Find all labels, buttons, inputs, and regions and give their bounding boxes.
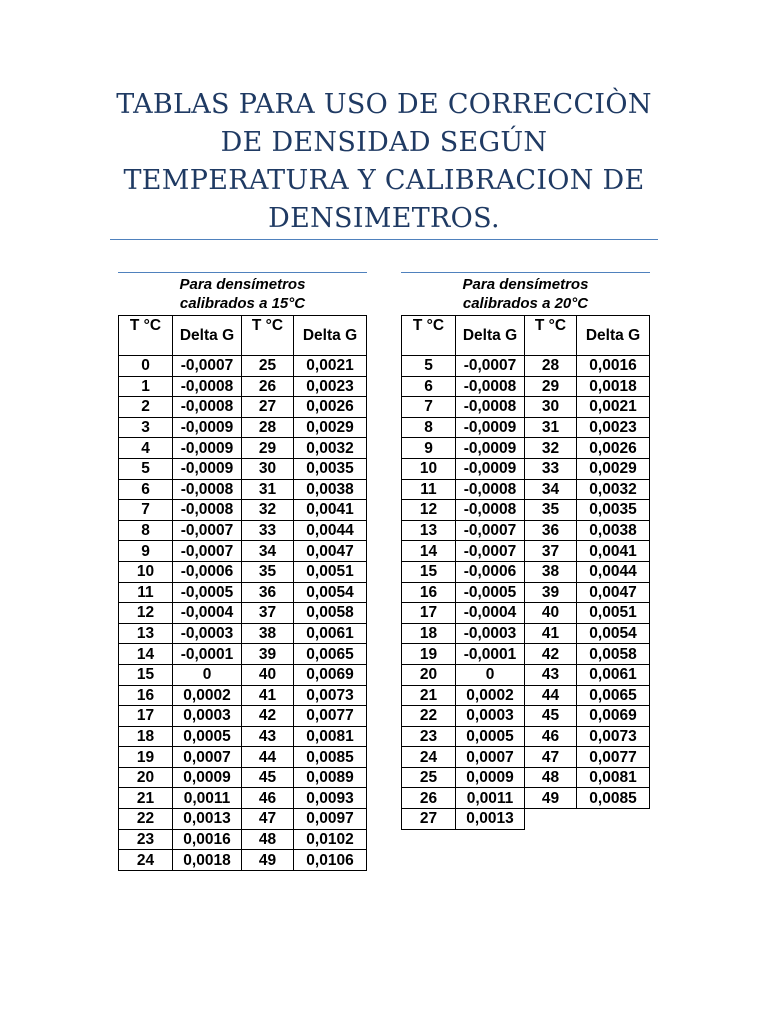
cell-delta-2: 0,0029 [294, 417, 367, 438]
cell-temp-2: 30 [525, 397, 577, 418]
cell-temp-1: 3 [119, 417, 173, 438]
cell-temp-2: 47 [242, 809, 294, 830]
cell-delta-2: 0,0073 [294, 685, 367, 706]
cell-delta-1: -0,0004 [456, 603, 525, 624]
cell-temp-1: 24 [402, 747, 456, 768]
cell-delta-1: -0,0009 [456, 438, 525, 459]
cell-temp-1: 9 [402, 438, 456, 459]
cell-delta-2: 0,0058 [294, 603, 367, 624]
cell-temp-1: 7 [119, 500, 173, 521]
cell-delta-1: 0,0003 [456, 706, 525, 727]
cell-temp-1: 16 [402, 582, 456, 603]
cell-delta-1: -0,0009 [173, 458, 242, 479]
cell-temp-2: 35 [242, 561, 294, 582]
cell-temp-1: 14 [119, 644, 173, 665]
caption-line-2: calibrados a 20°C [462, 295, 589, 312]
cell-temp-2: 29 [242, 438, 294, 459]
caption-line-1: Para densímetros [462, 276, 589, 293]
cell-temp-1: 25 [402, 767, 456, 788]
cell-temp-2: 27 [242, 397, 294, 418]
cell-temp-2: 34 [242, 541, 294, 562]
cell-temp-1: 11 [119, 582, 173, 603]
cell-temp-2: 33 [242, 520, 294, 541]
cell-delta-2: 0,0044 [294, 520, 367, 541]
header-temp-1: T °C [119, 316, 173, 356]
cell-temp-1: 5 [402, 356, 456, 377]
cell-temp-1: 18 [402, 623, 456, 644]
table-header-row [402, 316, 650, 356]
cell-delta-1: 0,0002 [173, 685, 242, 706]
table-row [402, 520, 650, 541]
table-row [402, 356, 650, 377]
cell-temp-1: 10 [119, 561, 173, 582]
table-row [402, 541, 650, 562]
cell-delta-2: 0,0041 [294, 500, 367, 521]
cell-delta-1: -0,0007 [456, 356, 525, 377]
cell-delta-1: -0,0001 [173, 644, 242, 665]
table-row [119, 603, 367, 624]
cell-temp-2: 49 [525, 788, 577, 809]
cell-delta-1: -0,0009 [456, 458, 525, 479]
cell-delta-2: 0,0047 [577, 582, 650, 603]
cell-temp-1: 21 [402, 685, 456, 706]
table-row [402, 376, 650, 397]
cell-delta-2: 0,0077 [577, 747, 650, 768]
table-row [402, 397, 650, 418]
cell-temp-1: 6 [402, 376, 456, 397]
header-delta-1: Delta G [456, 316, 525, 356]
cell-delta-2: 0,0032 [294, 438, 367, 459]
table-row [119, 397, 367, 418]
cell-delta-1: 0,0005 [173, 726, 242, 747]
header-temp-2: T °C [525, 316, 577, 356]
table-row [119, 541, 367, 562]
cell-delta-2: 0,0089 [294, 767, 367, 788]
table-row [119, 376, 367, 397]
cell-temp-1: 19 [402, 644, 456, 665]
table-row [119, 685, 367, 706]
cell-temp-2: 41 [242, 685, 294, 706]
table-row [119, 623, 367, 644]
cell-delta-1: -0,0007 [173, 356, 242, 377]
page-title: TABLAS PARA USO DE CORRECCIÒN DE DENSIDAD SEGÚN TEMPERATURA Y CALIBRACION DE DENSIMETROS. [116, 89, 652, 234]
table-row [402, 644, 650, 665]
cell-temp-2: 42 [242, 706, 294, 727]
cell-temp-2: 30 [242, 458, 294, 479]
cell-delta-2: 0,0069 [577, 706, 650, 727]
table-row [402, 685, 650, 706]
cell-delta-2: 0,0044 [577, 561, 650, 582]
table-body [402, 356, 650, 830]
cell-delta-1: -0,0006 [456, 561, 525, 582]
cell-temp-2: 47 [525, 747, 577, 768]
cell-delta-2: 0,0035 [577, 500, 650, 521]
cell-temp-2: 38 [242, 623, 294, 644]
cell-temp-1: 13 [119, 623, 173, 644]
cell-temp-1: 27 [402, 809, 456, 830]
cell-delta-2: 0,0065 [294, 644, 367, 665]
caption-line-2: calibrados a 15°C [179, 295, 306, 312]
cell-delta-1: -0,0008 [456, 479, 525, 500]
cell-delta-1: -0,0001 [456, 644, 525, 665]
table-block-20c [401, 272, 650, 830]
cell-delta-2: 0,0106 [294, 850, 367, 871]
cell-temp-1: 11 [402, 479, 456, 500]
table-caption [118, 273, 367, 315]
cell-temp-2: 40 [242, 664, 294, 685]
cell-delta-2 [577, 809, 650, 830]
cell-delta-1: -0,0008 [173, 500, 242, 521]
cell-delta-1: -0,0008 [456, 397, 525, 418]
cell-temp-1: 20 [119, 767, 173, 788]
table-row [119, 747, 367, 768]
cell-delta-2: 0,0035 [294, 458, 367, 479]
cell-temp-1: 4 [119, 438, 173, 459]
cell-temp-1: 9 [119, 541, 173, 562]
title-divider [110, 239, 658, 240]
cell-temp-2: 28 [525, 356, 577, 377]
table-row [119, 850, 367, 871]
table-row [119, 500, 367, 521]
table-row [402, 767, 650, 788]
cell-delta-2: 0,0021 [294, 356, 367, 377]
cell-temp-2: 31 [525, 417, 577, 438]
cell-temp-1: 8 [402, 417, 456, 438]
cell-delta-2: 0,0097 [294, 809, 367, 830]
cell-temp-1: 17 [119, 706, 173, 727]
cell-delta-1: 0,0011 [456, 788, 525, 809]
header-delta-1: Delta G [173, 316, 242, 356]
cell-temp-1: 13 [402, 520, 456, 541]
cell-temp-2: 32 [242, 500, 294, 521]
cell-delta-2: 0,0038 [577, 520, 650, 541]
table-row [402, 623, 650, 644]
cell-delta-2: 0,0021 [577, 397, 650, 418]
cell-delta-2: 0,0016 [577, 356, 650, 377]
cell-delta-2: 0,0041 [577, 541, 650, 562]
cell-delta-1: -0,0008 [173, 376, 242, 397]
cell-temp-1: 15 [402, 561, 456, 582]
cell-temp-2: 37 [242, 603, 294, 624]
cell-temp-2: 26 [242, 376, 294, 397]
cell-delta-2: 0,0023 [577, 417, 650, 438]
cell-temp-2: 48 [242, 829, 294, 850]
cell-temp-2: 40 [525, 603, 577, 624]
cell-delta-1: -0,0009 [173, 438, 242, 459]
header-delta-2: Delta G [294, 316, 367, 356]
cell-temp-2: 33 [525, 458, 577, 479]
cell-temp-2: 46 [525, 726, 577, 747]
cell-temp-2: 29 [525, 376, 577, 397]
cell-delta-2: 0,0081 [577, 767, 650, 788]
cell-delta-2: 0,0061 [294, 623, 367, 644]
table-row [119, 561, 367, 582]
table-row [119, 706, 367, 727]
cell-delta-1: -0,0008 [173, 397, 242, 418]
cell-delta-1: 0,0016 [173, 829, 242, 850]
header-temp-2: T °C [242, 316, 294, 356]
table-row [119, 664, 367, 685]
cell-delta-1: 0,0007 [456, 747, 525, 768]
cell-delta-2: 0,0073 [577, 726, 650, 747]
correction-table-15c [118, 315, 367, 871]
cell-delta-1: -0,0006 [173, 561, 242, 582]
cell-delta-1: 0,0009 [456, 767, 525, 788]
cell-delta-2: 0,0069 [294, 664, 367, 685]
caption-line-1: Para densímetros [179, 276, 306, 293]
table-header-row [119, 316, 367, 356]
table-row [119, 829, 367, 850]
cell-temp-2: 49 [242, 850, 294, 871]
cell-delta-1: 0,0007 [173, 747, 242, 768]
table-row [119, 788, 367, 809]
cell-temp-2: 28 [242, 417, 294, 438]
cell-delta-1: -0,0009 [456, 417, 525, 438]
table-row [402, 664, 650, 685]
cell-delta-1: 0,0009 [173, 767, 242, 788]
cell-temp-2: 39 [525, 582, 577, 603]
table-row [402, 458, 650, 479]
cell-delta-2: 0,0026 [577, 438, 650, 459]
cell-temp-1: 17 [402, 603, 456, 624]
table-row [402, 417, 650, 438]
cell-temp-2: 37 [525, 541, 577, 562]
cell-delta-2: 0,0102 [294, 829, 367, 850]
cell-delta-1: 0,0013 [456, 809, 525, 830]
cell-delta-1: -0,0009 [173, 417, 242, 438]
cell-delta-1: -0,0005 [173, 582, 242, 603]
cell-delta-1: -0,0007 [456, 520, 525, 541]
table-row [402, 603, 650, 624]
cell-temp-1: 22 [119, 809, 173, 830]
cell-temp-1: 23 [402, 726, 456, 747]
cell-delta-2: 0,0051 [577, 603, 650, 624]
cell-temp-2: 45 [525, 706, 577, 727]
table-row [119, 809, 367, 830]
cell-temp-2: 44 [525, 685, 577, 706]
cell-delta-2: 0,0018 [577, 376, 650, 397]
cell-temp-2: 25 [242, 356, 294, 377]
cell-temp-2: 36 [242, 582, 294, 603]
table-body [119, 356, 367, 871]
cell-temp-1: 0 [119, 356, 173, 377]
cell-delta-2: 0,0077 [294, 706, 367, 727]
cell-temp-2: 48 [525, 767, 577, 788]
cell-delta-2: 0,0061 [577, 664, 650, 685]
cell-delta-1: 0 [456, 664, 525, 685]
table-row [402, 479, 650, 500]
cell-temp-2: 45 [242, 767, 294, 788]
cell-delta-1: -0,0008 [456, 376, 525, 397]
cell-delta-2: 0,0032 [577, 479, 650, 500]
table-row [402, 582, 650, 603]
cell-temp-2: 32 [525, 438, 577, 459]
cell-temp-2: 43 [242, 726, 294, 747]
table-row [119, 438, 367, 459]
cell-delta-1: -0,0007 [173, 520, 242, 541]
table-row [402, 809, 650, 830]
cell-temp-1: 12 [402, 500, 456, 521]
cell-temp-1: 22 [402, 706, 456, 727]
cell-temp-1: 23 [119, 829, 173, 850]
table-row [402, 706, 650, 727]
cell-temp-2: 46 [242, 788, 294, 809]
cell-temp-1: 1 [119, 376, 173, 397]
correction-table-20c [401, 315, 650, 830]
cell-delta-1: -0,0004 [173, 603, 242, 624]
table-row [402, 438, 650, 459]
cell-temp-1: 24 [119, 850, 173, 871]
cell-temp-1: 20 [402, 664, 456, 685]
cell-delta-1: 0,0013 [173, 809, 242, 830]
table-row [119, 458, 367, 479]
cell-temp-1: 8 [119, 520, 173, 541]
table-row [402, 500, 650, 521]
table-block-15c [118, 272, 367, 871]
cell-temp-1: 26 [402, 788, 456, 809]
cell-temp-1: 18 [119, 726, 173, 747]
cell-delta-2: 0,0029 [577, 458, 650, 479]
table-row [402, 747, 650, 768]
cell-temp-1: 19 [119, 747, 173, 768]
cell-temp-2: 42 [525, 644, 577, 665]
cell-delta-2: 0,0054 [577, 623, 650, 644]
cell-temp-1: 7 [402, 397, 456, 418]
cell-temp-1: 14 [402, 541, 456, 562]
table-caption [401, 273, 650, 315]
table-row [119, 582, 367, 603]
table-row [119, 726, 367, 747]
cell-temp-1: 6 [119, 479, 173, 500]
cell-delta-2: 0,0093 [294, 788, 367, 809]
cell-delta-2: 0,0023 [294, 376, 367, 397]
cell-temp-2: 44 [242, 747, 294, 768]
cell-delta-2: 0,0081 [294, 726, 367, 747]
cell-temp-1: 16 [119, 685, 173, 706]
cell-delta-2: 0,0038 [294, 479, 367, 500]
table-row [119, 417, 367, 438]
cell-temp-1: 21 [119, 788, 173, 809]
cell-temp-2: 38 [525, 561, 577, 582]
cell-delta-1: 0,0005 [456, 726, 525, 747]
cell-temp-2: 35 [525, 500, 577, 521]
cell-delta-1: 0,0018 [173, 850, 242, 871]
table-row [119, 644, 367, 665]
cell-delta-1: -0,0003 [173, 623, 242, 644]
cell-delta-2: 0,0051 [294, 561, 367, 582]
cell-temp-2: 34 [525, 479, 577, 500]
cell-temp-1: 12 [119, 603, 173, 624]
cell-delta-1: -0,0007 [173, 541, 242, 562]
cell-temp-2: 36 [525, 520, 577, 541]
table-row [119, 767, 367, 788]
header-delta-2: Delta G [577, 316, 650, 356]
table-row [119, 356, 367, 377]
cell-temp-1: 5 [119, 458, 173, 479]
cell-delta-2: 0,0054 [294, 582, 367, 603]
cell-delta-1: -0,0003 [456, 623, 525, 644]
cell-delta-2: 0,0058 [577, 644, 650, 665]
cell-temp-2: 39 [242, 644, 294, 665]
cell-temp-2: 31 [242, 479, 294, 500]
cell-temp-1: 15 [119, 664, 173, 685]
cell-delta-1: 0,0002 [456, 685, 525, 706]
header-temp-1: T °C [402, 316, 456, 356]
cell-delta-2: 0,0065 [577, 685, 650, 706]
cell-delta-1: -0,0007 [456, 541, 525, 562]
cell-delta-1: 0,0003 [173, 706, 242, 727]
table-row [402, 561, 650, 582]
cell-temp-1: 10 [402, 458, 456, 479]
cell-delta-1: -0,0005 [456, 582, 525, 603]
cell-temp-2: 41 [525, 623, 577, 644]
cell-delta-2: 0,0026 [294, 397, 367, 418]
table-row [402, 726, 650, 747]
cell-delta-2: 0,0085 [577, 788, 650, 809]
cell-delta-1: 0 [173, 664, 242, 685]
cell-temp-2: 43 [525, 664, 577, 685]
table-row [119, 479, 367, 500]
table-row [402, 788, 650, 809]
cell-delta-1: 0,0011 [173, 788, 242, 809]
cell-temp-2 [525, 809, 577, 830]
cell-delta-1: -0,0008 [456, 500, 525, 521]
cell-delta-2: 0,0047 [294, 541, 367, 562]
cell-delta-2: 0,0085 [294, 747, 367, 768]
table-row [119, 520, 367, 541]
cell-temp-1: 2 [119, 397, 173, 418]
cell-delta-1: -0,0008 [173, 479, 242, 500]
